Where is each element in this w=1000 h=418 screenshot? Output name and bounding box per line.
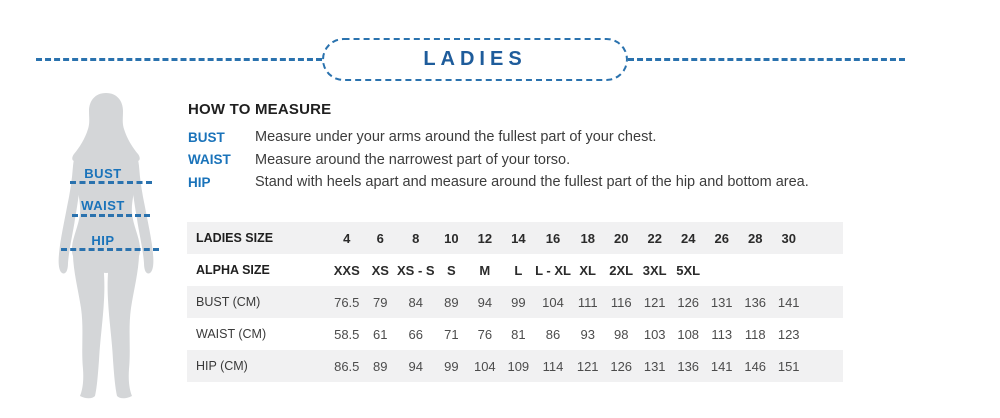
waist-dash-line xyxy=(72,214,150,217)
size-value-cell: 109 xyxy=(507,358,530,374)
size-value-cell: 113 xyxy=(711,326,733,342)
figure-bust-label: BUST xyxy=(84,166,122,181)
howto-row-waist xyxy=(188,149,888,172)
size-value-cell: 99 xyxy=(511,294,526,310)
waist-definition: Measure around the narrowest part of your torso. xyxy=(255,151,571,168)
size-value-cell: 111 xyxy=(577,294,598,310)
size-value-cell: 108 xyxy=(677,326,700,342)
size-value-cell: 84 xyxy=(408,294,424,310)
size-value-cell: 123 xyxy=(777,326,800,342)
size-value-cell: 30 xyxy=(781,230,796,246)
figure-waist-label: WAIST xyxy=(81,198,125,213)
size-value-cell: 79 xyxy=(373,294,388,310)
spacer-cell xyxy=(805,350,843,382)
spacer-cell xyxy=(805,318,843,350)
size-value-cell: 121 xyxy=(576,358,599,374)
size-table-row xyxy=(187,286,843,318)
row-label: BUST (CM) xyxy=(196,295,261,309)
size-value-cell: 126 xyxy=(610,358,633,374)
size-value-cell: 89 xyxy=(373,358,388,374)
size-value-cell: 26 xyxy=(714,230,729,246)
size-value-cell: 114 xyxy=(542,358,564,374)
size-value-cell: 28 xyxy=(747,230,763,246)
size-value-cell: 131 xyxy=(710,294,733,310)
size-value-cell: 104 xyxy=(542,294,564,310)
size-value-cell: S xyxy=(446,262,456,278)
size-value-cell: XS - S xyxy=(397,262,435,278)
size-value-cell: 61 xyxy=(373,326,388,342)
size-value-cell xyxy=(705,254,739,286)
header-dash-line-right xyxy=(628,58,905,61)
size-table-row xyxy=(187,254,843,286)
size-value-cell: 81 xyxy=(511,326,526,342)
size-value-cell: 86 xyxy=(545,326,561,342)
size-value-cell: 20 xyxy=(613,230,629,246)
size-value-cell: M xyxy=(479,262,491,278)
size-table-row xyxy=(187,350,843,382)
size-value-cell: 151 xyxy=(777,358,800,374)
size-value-cell: XS xyxy=(371,262,389,278)
size-value-cell: 99 xyxy=(444,358,459,374)
header-dash-line-left xyxy=(36,58,322,61)
howto-row-hip xyxy=(188,171,888,194)
size-value-cell: 76 xyxy=(477,326,493,342)
size-table-body xyxy=(187,222,843,382)
size-value-cell: 98 xyxy=(613,326,629,342)
size-value-cell: L - XL xyxy=(535,262,571,278)
size-value-cell: 58.5 xyxy=(334,326,360,342)
bust-dash-line xyxy=(70,181,152,184)
size-value-cell: 116 xyxy=(610,294,632,310)
howto-row-bust xyxy=(188,126,888,149)
size-table-row xyxy=(187,222,843,254)
size-value-cell: 71 xyxy=(444,326,459,342)
hip-term: HIP xyxy=(188,174,211,190)
size-value-cell: 146 xyxy=(744,358,767,374)
size-value-cell: 5XL xyxy=(676,262,701,278)
size-value-cell: 89 xyxy=(444,294,459,310)
size-value-cell: 121 xyxy=(643,294,666,310)
size-value-cell: 94 xyxy=(477,294,493,310)
size-value-cell: 66 xyxy=(408,326,424,342)
size-value-cell: 4 xyxy=(343,230,351,246)
size-value-cell: XL xyxy=(579,262,597,278)
size-value-cell: 10 xyxy=(444,230,459,246)
size-value-cell: XXS xyxy=(333,262,360,278)
size-value-cell: 8 xyxy=(412,230,420,246)
row-label: HIP (CM) xyxy=(196,359,248,373)
spacer-cell xyxy=(805,286,843,318)
row-label: WAIST (CM) xyxy=(196,327,267,341)
size-table xyxy=(187,222,843,382)
size-value-cell: 136 xyxy=(677,358,700,374)
hip-dash-line xyxy=(61,248,159,251)
size-value-cell: 118 xyxy=(744,326,766,342)
size-table-row xyxy=(187,318,843,350)
size-value-cell: 131 xyxy=(643,358,666,374)
size-value-cell: 16 xyxy=(545,230,561,246)
figure-hip-label: HIP xyxy=(91,233,115,248)
spacer-cell xyxy=(805,222,843,254)
size-value-cell: 24 xyxy=(680,230,696,246)
size-value-cell: 93 xyxy=(580,326,595,342)
size-value-cell: 76.5 xyxy=(334,294,360,310)
size-value-cell: 141 xyxy=(710,358,733,374)
section-title: LADIES xyxy=(423,48,527,70)
size-value-cell: 94 xyxy=(408,358,424,374)
size-value-cell: 6 xyxy=(376,230,384,246)
size-value-cell: 22 xyxy=(647,230,662,246)
row-label: ALPHA SIZE xyxy=(196,263,270,277)
size-value-cell: 104 xyxy=(473,358,496,374)
size-value-cell: 141 xyxy=(777,294,800,310)
size-value-cell: 103 xyxy=(643,326,666,342)
size-value-cell: 14 xyxy=(511,230,526,246)
spacer-cell xyxy=(805,254,843,286)
size-value-cell: 18 xyxy=(580,230,595,246)
hip-definition: Stand with heels apart and measure around the fullest part of the hip and bottom area. xyxy=(255,174,809,191)
waist-term: WAIST xyxy=(188,152,231,168)
size-value-cell: L xyxy=(514,262,523,278)
section-title-pill xyxy=(322,38,628,81)
size-value-cell: 2XL xyxy=(609,262,634,278)
bust-term: BUST xyxy=(188,129,225,145)
size-value-cell: 3XL xyxy=(642,262,667,278)
size-value-cell xyxy=(772,254,806,286)
size-value-cell xyxy=(738,254,772,286)
size-value-cell: 136 xyxy=(744,294,767,310)
measurement-figure xyxy=(45,92,161,404)
how-to-measure-title: HOW TO MEASURE xyxy=(188,101,332,118)
row-label: LADIES SIZE xyxy=(196,231,274,245)
size-value-cell: 86.5 xyxy=(334,358,360,374)
how-to-measure-section xyxy=(188,101,888,194)
bust-definition: Measure under your arms around the fullest part of your chest. xyxy=(255,129,657,146)
size-value-cell: 126 xyxy=(677,294,700,310)
size-value-cell: 12 xyxy=(477,230,493,246)
